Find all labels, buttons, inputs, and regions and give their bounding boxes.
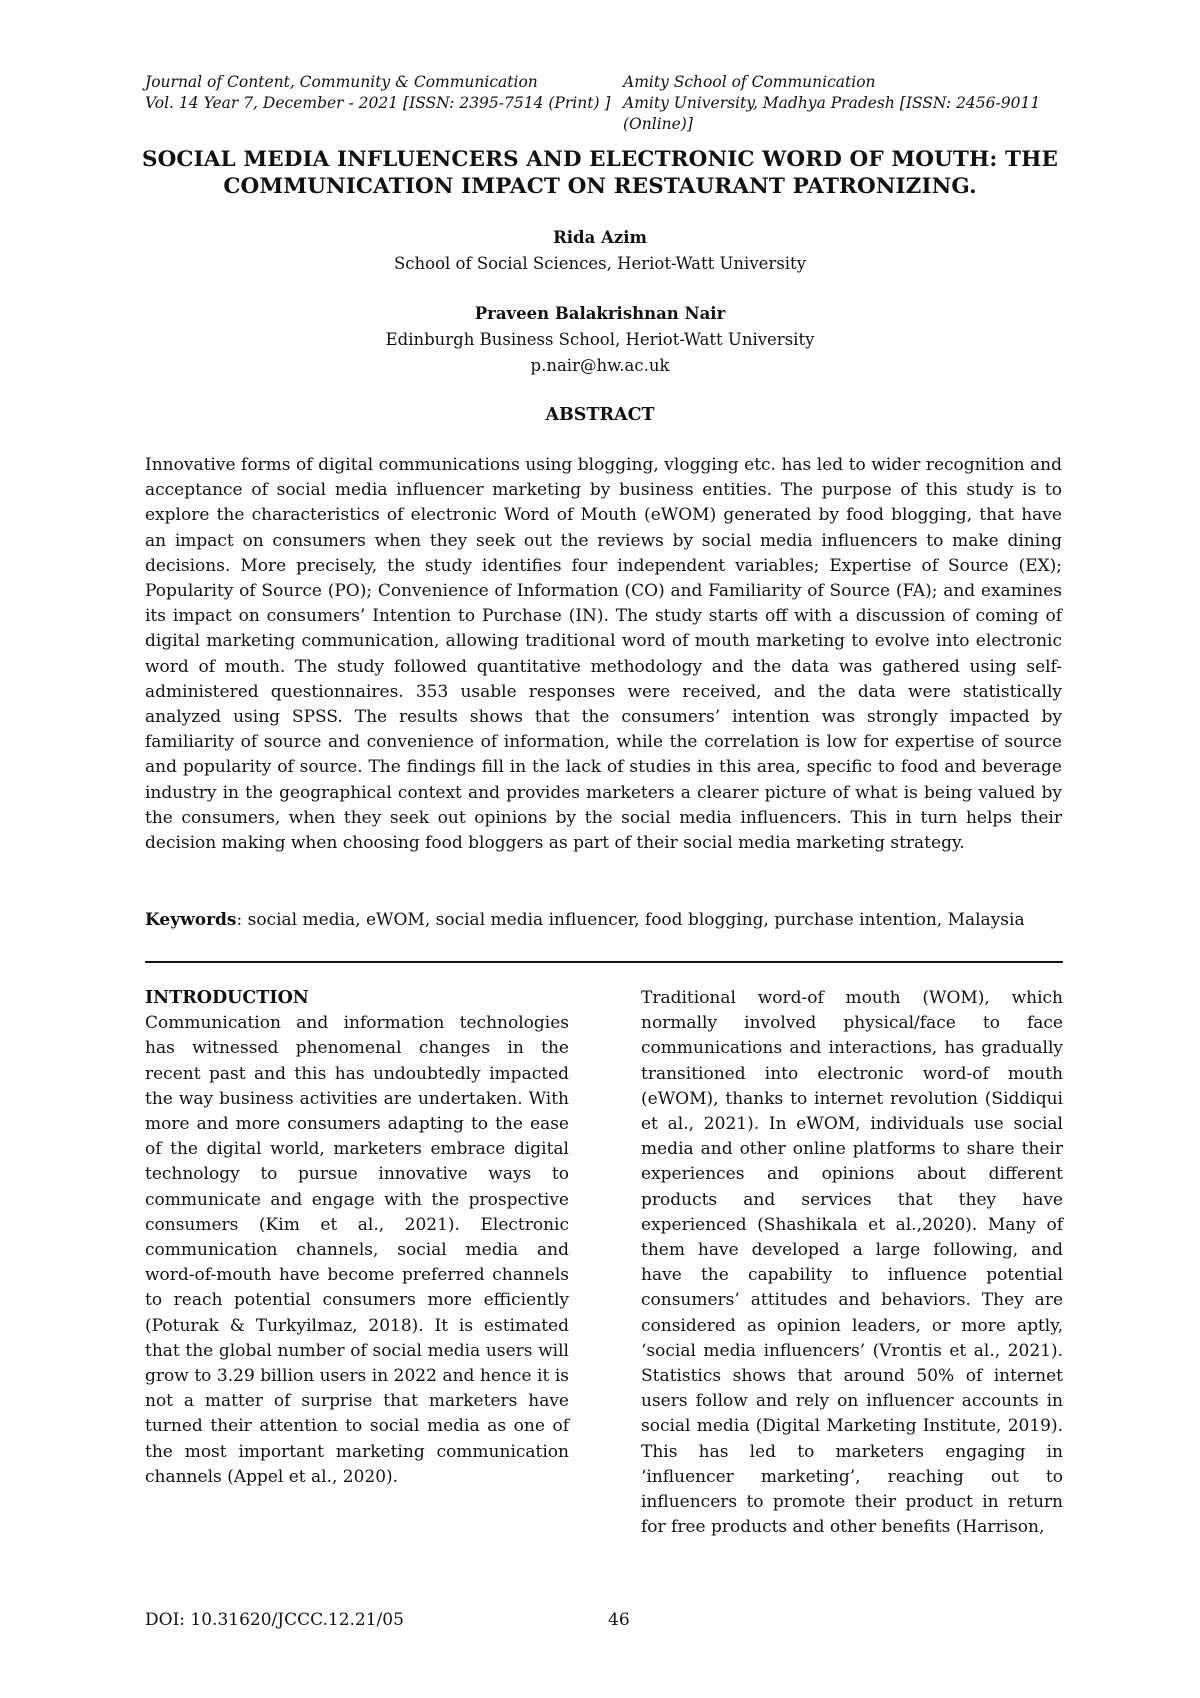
journal-volume: Vol. 14 Year 7, December - 2021 [ISSN: 2395-7514 (Print) ] (145, 94, 611, 112)
title-line-2: COMMUNICATION IMPACT ON RESTAURANT PATRONIZING. (223, 174, 977, 199)
keywords-label: Keywords (145, 910, 237, 930)
intro-left-column (145, 986, 569, 1490)
keywords (145, 908, 1062, 933)
abstract-text: Innovative forms of digital communications using blogging, vlogging etc. has led to wider recognition and acceptance of social media influencer marketing by business entities. The purpose of this study is to explore the characteristics of electronic Word of Mouth (eWOM) generated by food blogging, that have an impact on consumers when they seek out the reviews by social media influencers to make dining decisions. More precisely, the study identifies four independent variables; Expertise of Source (EX); Popularity of Source (PO); Convenience of Information (CO) and Familiarity of Source (FA); and examines its impact on consumers’ Intention to Purchase (IN). The study starts off with a discussion of coming of digital marketing communication, allowing traditional word of mouth marketing to evolve into electronic word of mouth. The study followed quantitative methodology and the data was gathered using self-administered questionnaires. 353 usable responses were received, and the data were statistically analyzed using SPSS. The results shows that the consumers’ intention was strongly impacted by familiarity of source and convenience of information, while the correlation is low for expertise of source and popularity of source. The findings fill in the lack of studies in this area, specific to food and beverage industry in the geographical context and provides marketers a clearer picture of what is being valued by the consumers, when they seek out opinions by the social media influencers. This in turn helps their decision making when choosing food bloggers as part of their social media marketing strategy. (145, 455, 1062, 854)
author-2-name: Praveen Balakrishnan Nair (474, 304, 726, 323)
journal-header-right (623, 72, 1093, 135)
doi: DOI: 10.31620/JCCC.12.21/05 (145, 1610, 404, 1630)
abstract-heading: ABSTRACT (545, 405, 655, 425)
journal-header-left (145, 72, 615, 114)
paper-title (130, 146, 1070, 200)
keywords-text: : social media, eWOM, social media influencer, food blogging, purchase intention, Malaysia (236, 910, 1025, 930)
author-1-affiliation: School of Social Sciences, Heriot-Watt University (393, 254, 807, 273)
publisher-name: Amity School of Communication (623, 73, 876, 91)
publisher-issn: Amity University, Madhya Pradesh [ISSN: 2456-9011 (Online)] (623, 94, 1041, 133)
intro-right-column: Traditional word-of mouth (WOM), which normally involved physical/face to face communications and interactions, has gradually transitioned into electronic word-of mouth (eWOM), thanks to internet revolution (Siddiqui et al., 2021). In eWOM, individuals use social media and other online platforms to share their experiences and opinions about different products and services that they have experienced (Shashikala et al.,2020). Many of them have developed a large following, and have the capability to influence potential consumers’ attitudes and behaviors. They are considered as opinion leaders, or more aptly, ‘social media influencers’ (Vrontis et al., 2021). Statistics shows that around 50% of internet users follow and rely on influencer accounts in social media (Digital Marketing Institute, 2019). This has led to marketers engaging in ‘influencer marketing’, reaching out to influencers to promote their product in return for free products and other benefits (Harrison, (641, 988, 1063, 1538)
section-divider (145, 961, 1063, 963)
title-line-1: SOCIAL MEDIA INFLUENCERS AND ELECTRONIC WORD OF MOUTH: THE (141, 147, 1059, 172)
introduction-heading: INTRODUCTION (145, 988, 309, 1008)
author-2-affiliation: Edinburgh Business School, Heriot-Watt University (385, 330, 815, 349)
page-number: 46 (608, 1610, 630, 1630)
intro-left-text: Communication and information technologies has witnessed phenomenal changes in the recent past and this has undoubtedly impacted the way business activities are undertaken. With more and more consumers adapting to the ease of the digital world, marketers embrace digital technology to pursue innovative ways to communicate and engage with the prospective consumers (Kim et al., 2021). Electronic communication channels, social media and word-of-mouth have become preferred channels to reach potential consumers more efficiently (Poturak & Turkyilmaz, 2018). It is estimated that the global number of social media users will grow to 3.29 billion users in 2022 and hence it is not a matter of surprise that marketers have turned their attention to social media as one of the most important marketing communication channels (Appel et al., 2020). (145, 1013, 569, 1487)
author-1-name: Rida Azim (553, 228, 647, 247)
journal-name: Journal of Content, Community & Communication (145, 73, 538, 91)
author-2-email: p.nair@hw.ac.uk (530, 356, 670, 375)
